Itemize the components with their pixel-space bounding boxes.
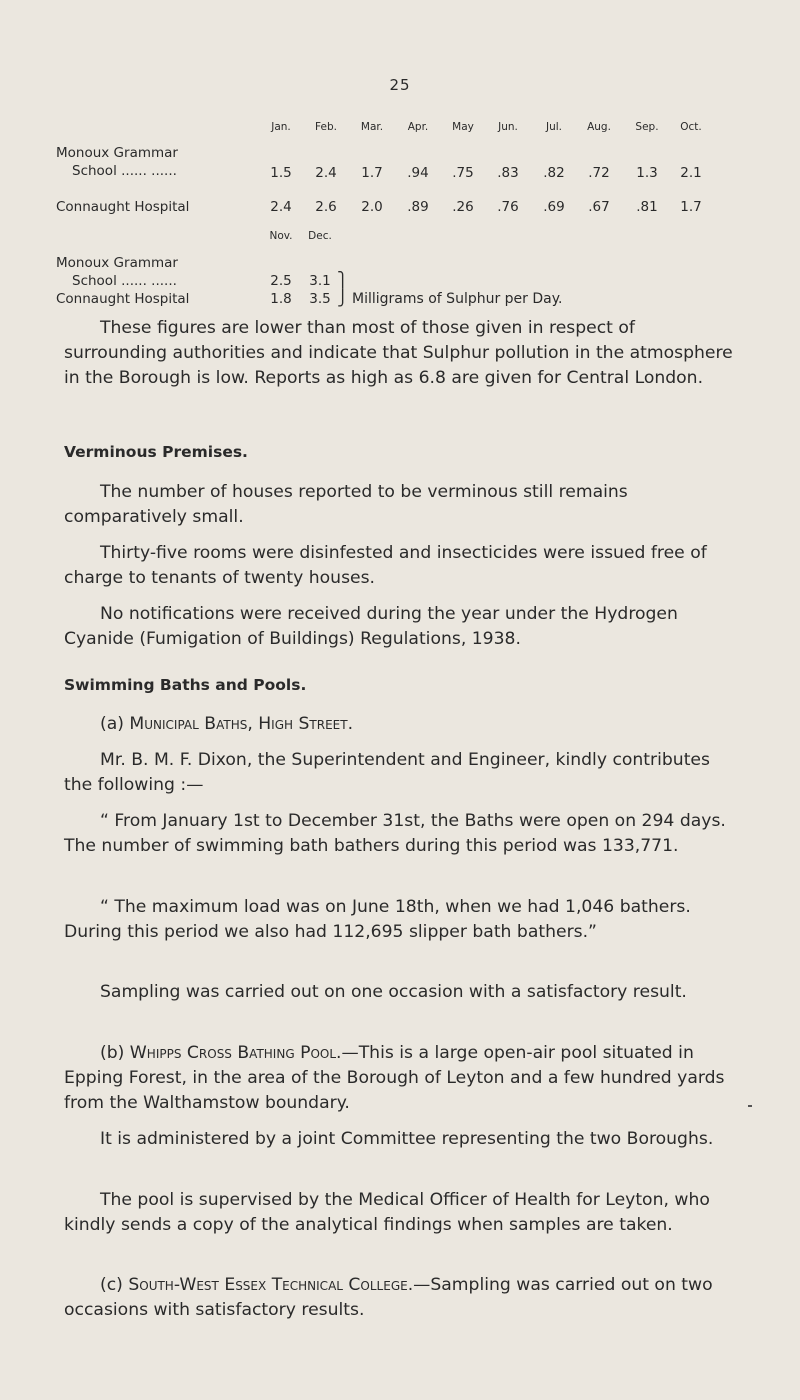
month-header-jun: Jun. <box>498 121 518 133</box>
paragraph-sampling-baths: Sampling was carried out on one occasion with a satisfactory result. <box>100 982 687 1002</box>
whipps-cross-title: Whipps Cross Bathing Pool. <box>129 1043 342 1063</box>
item-prefix-b: (b) <box>100 1043 125 1063</box>
table-cell: 2.0 <box>361 199 383 215</box>
paragraph-hydrogen-cyanide: No notifications were received during the year under the Hydrogen Cyanide (Fumigation of Buildings) Regulations, 1938. <box>64 604 678 649</box>
brace-bottom: ⎭ <box>337 289 349 307</box>
month-header-oct: Oct. <box>680 121 702 133</box>
table-cell: 1.3 <box>636 165 658 181</box>
paragraph-disinfested: Thirty-five rooms were disinfested and insecticides were issued free of charge to tenants of twenty houses. <box>64 543 707 588</box>
table-cell: 1.5 <box>270 165 292 181</box>
table-cell: .69 <box>543 199 565 215</box>
item-prefix-a: (a) <box>100 714 124 734</box>
table-cell: .83 <box>497 165 519 181</box>
brace-top: ⎫ <box>337 271 349 289</box>
month-header-mar: Mar. <box>360 121 384 133</box>
page-number: 25 <box>389 76 411 94</box>
technical-college-title: South-West Essex Technical College. <box>128 1275 414 1295</box>
table-cell: 1.7 <box>680 199 702 215</box>
paragraph-joint-committee: It is administered by a joint Committee representing the two Boroughs. <box>100 1129 714 1149</box>
table-cell: .26 <box>452 199 474 215</box>
table-cell: 3.1 <box>309 273 331 289</box>
month-header-feb: Feb. <box>315 121 337 133</box>
table-cell: .89 <box>407 199 429 215</box>
unit-note: Milligrams of Sulphur per Day. <box>352 291 563 307</box>
table-cell: 2.5 <box>270 273 292 289</box>
paragraph-sulphur: These figures are lower than most of those given in respect of surrounding authorities and indicate that Sulphur pollution in the atmosphere in the Borough is low. Reports as high as 6.8 are given for Central London. <box>64 318 733 388</box>
technical-college-text: —Sampling was carried out on two occasions with satisfactory results. <box>64 1275 713 1320</box>
heading-verminous-premises: Verminous Premises. <box>64 443 248 461</box>
row-label-line1: Monoux Grammar <box>56 255 178 271</box>
table-cell: .94 <box>407 165 429 181</box>
table-cell: 2.4 <box>315 165 337 181</box>
heading-swimming-baths: Swimming Baths and Pools. <box>64 676 307 694</box>
table-cell: 2.4 <box>270 199 292 215</box>
paragraph-maximum-load: “ The maximum load was on June 18th, when we had 1,046 bathers. During this period we also had 112,695 slipper bath bathers.” <box>64 897 691 942</box>
stray-mark <box>748 1105 752 1107</box>
subheading-municipal-baths <box>64 712 740 737</box>
table-cell: .81 <box>636 199 658 215</box>
paragraph-verminous-count: The number of houses reported to be verminous still remains comparatively small. <box>64 482 628 527</box>
paragraph-technical-college <box>64 1273 740 1323</box>
table-cell: .67 <box>588 199 610 215</box>
month-header-nov: Nov. <box>269 230 293 242</box>
table-cell: .76 <box>497 199 519 215</box>
item-prefix-c: (c) <box>100 1275 123 1295</box>
row-label: Connaught Hospital <box>56 291 190 307</box>
table-cell: 1.7 <box>361 165 383 181</box>
whipps-cross-text: —This is a large open-air pool situated in Epping Forest, in the area of the Borough of Leyton and a few hundred yards from the Walthamstow boundary. <box>64 1043 725 1113</box>
month-header-apr: Apr. <box>407 121 429 133</box>
table-cell: 3.5 <box>309 291 331 307</box>
paragraph-dixon: Mr. B. M. F. Dixon, the Superintendent and Engineer, kindly contributes the following :— <box>64 750 710 795</box>
table-cell: 1.8 <box>270 291 292 307</box>
month-header-may: May <box>452 121 474 133</box>
paragraph-whipps-cross <box>64 1041 740 1116</box>
paragraph-pool-supervised: The pool is supervised by the Medical Officer of Health for Leyton, who kindly sends a copy of the analytical findings when samples are taken. <box>64 1190 710 1235</box>
table-cell: 2.1 <box>680 165 702 181</box>
table-cell: .75 <box>452 165 474 181</box>
month-header-jul: Jul. <box>545 121 563 133</box>
table-cell: .72 <box>588 165 610 181</box>
row-label-line1: Monoux Grammar <box>56 145 178 161</box>
table-cell: .82 <box>543 165 565 181</box>
row-label-line2: School ...... ...... <box>72 273 177 289</box>
row-label-line2: School ...... ...... <box>72 163 177 179</box>
month-header-sep: Sep. <box>635 121 659 133</box>
month-header-dec: Dec. <box>308 230 332 242</box>
municipal-baths-title: Municipal Baths, High Street. <box>129 714 354 734</box>
row-label: Connaught Hospital <box>56 199 190 215</box>
month-header-aug: Aug. <box>587 121 611 133</box>
table-cell: 2.6 <box>315 199 337 215</box>
month-header-jan: Jan. <box>271 121 291 133</box>
paragraph-baths-open: “ From January 1st to December 31st, the Baths were open on 294 days. The number of swimming bath bathers during this period was 133,771. <box>64 811 726 856</box>
